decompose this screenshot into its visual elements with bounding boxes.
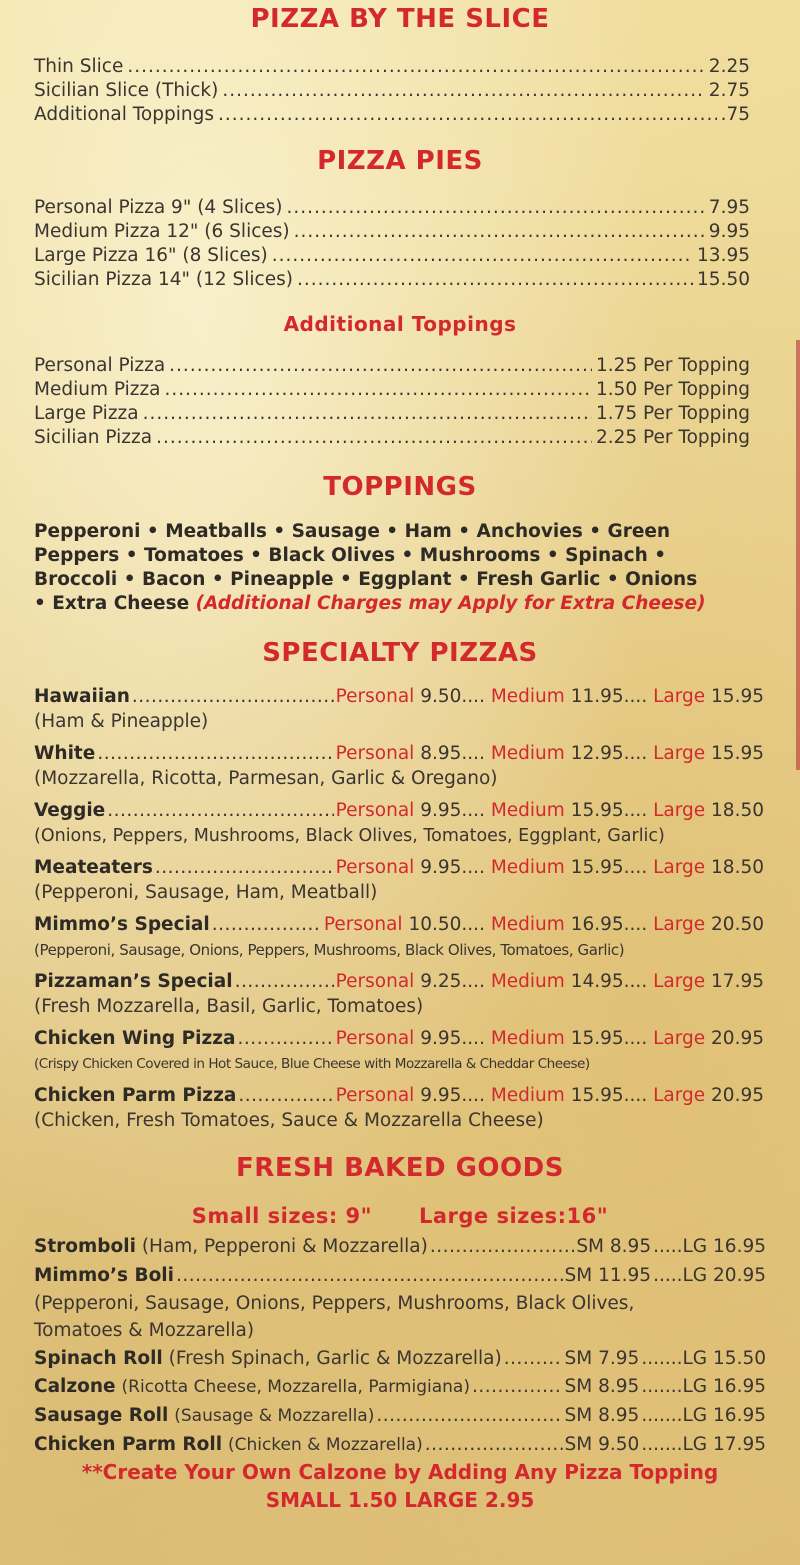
dot-leader: [218, 104, 717, 125]
lg-price: LG 16.95: [682, 1376, 766, 1397]
item-name: Spinach Roll: [34, 1348, 163, 1369]
item-name: Large Pizza: [34, 403, 139, 424]
sm-price: SM 11.95: [564, 1265, 652, 1286]
specialty-item-veggie: [34, 800, 764, 848]
item-prices: Personal 9.50.... Medium 11.95.... Large 15.95: [335, 686, 764, 707]
item-prices: Personal 9.25.... Medium 14.95.... Large 17.95: [335, 971, 764, 992]
item-name: Sicilian Slice (Thick): [34, 80, 219, 101]
item-name: Mimmo’s Special: [34, 914, 210, 935]
medium-label: Medium: [490, 800, 565, 821]
item-name: Additional Toppings: [34, 104, 214, 125]
item-name: Large Pizza 16" (8 Slices): [34, 245, 268, 266]
large-label: Large: [653, 971, 706, 992]
menu-item-additional-toppings: [34, 104, 750, 128]
menu-item-sicilian-slice: [34, 80, 750, 104]
item-name: White: [34, 743, 96, 764]
item-price: 1.25 Per Topping: [595, 355, 750, 376]
large-label: Large: [653, 1028, 706, 1049]
item-name: Meateaters: [34, 857, 153, 878]
medium-price: 11.95: [570, 686, 624, 707]
item-prices: Personal 9.95.... Medium 15.95.... Large 20.95: [335, 1028, 764, 1049]
pies-title: PIZZA PIES: [317, 146, 483, 176]
item-description: (Sausage & Mozzarella): [174, 1406, 375, 1426]
lg-price: LG 16.95: [682, 1236, 766, 1257]
sm-price: SM 8.95: [564, 1376, 640, 1397]
toppings-line: Peppers • Tomatoes • Black Olives • Mushrooms • Spinach •: [34, 545, 667, 566]
baked-item-spinach-roll: Spinach Roll (Fresh Spinach, Garlic & Mozzarella) ..... SM 7.95 ....... LG 15.50: [34, 1348, 766, 1374]
item-name: Medium Pizza: [34, 379, 161, 400]
sm-price: SM 8.95: [564, 1405, 640, 1426]
medium-label: Medium: [490, 857, 565, 878]
large-price: 20.50: [711, 914, 764, 935]
personal-price: 10.50: [408, 914, 462, 935]
item-prices: Personal 8.95.... Medium 12.95.... Large 15.95: [335, 743, 764, 764]
item-name: Sausage Roll: [34, 1405, 169, 1426]
baked-item-sausage-roll: Sausage Roll (Sausage & Mozzarella) ..... SM 8.95 ....... LG 16.95: [34, 1405, 766, 1431]
specialty-item-pizzamans-special: [34, 971, 764, 1019]
toppings-list: [34, 520, 758, 616]
item-name: Chicken Parm Roll: [34, 1434, 223, 1455]
baked-item-mimmos-boli: Mimmo’s Boli ..... SM 11.95 ..... LG 20.95: [34, 1265, 766, 1291]
calzone-note: **Create Your Own Calzone by Adding Any Pizza Topping: [81, 1460, 719, 1484]
dot-leader: [156, 427, 592, 448]
item-name: Sicilian Pizza 14" (12 Slices): [34, 269, 293, 290]
medium-label: Medium: [490, 1028, 565, 1049]
personal-price: 9.95: [420, 1028, 462, 1049]
item-prices: Personal 10.50.... Medium 16.95.... Large 20.50: [323, 914, 764, 935]
medium-price: 16.95: [570, 914, 624, 935]
item-price: 2.75: [708, 80, 750, 101]
large-price: 20.95: [711, 1085, 764, 1106]
dot-leader: [222, 80, 704, 101]
medium-price: 15.95: [570, 1085, 624, 1106]
dot-leader: [212, 914, 322, 935]
sm-price: SM 9.50: [564, 1434, 640, 1455]
dot-leader: [143, 403, 592, 424]
item-name: Personal Pizza: [34, 355, 166, 376]
menu-item-large-pizza: [34, 245, 750, 269]
item-name: Stromboli: [34, 1236, 136, 1257]
personal-price: 8.95: [420, 743, 462, 764]
medium-label: Medium: [490, 743, 565, 764]
specialty-item-mimmos-special: [34, 914, 764, 962]
personal-label: Personal: [335, 1085, 415, 1106]
medium-label: Medium: [490, 971, 565, 992]
item-name: Mimmo’s Boli: [34, 1265, 174, 1286]
item-description: (Ham & Pineapple): [34, 711, 209, 732]
baked-sizes: [0, 1204, 800, 1228]
large-label: Large: [653, 743, 706, 764]
dot-leader: [107, 800, 333, 821]
large-label: Large: [653, 686, 706, 707]
lg-price: LG 20.95: [682, 1265, 766, 1286]
item-description: (Pepperoni, Sausage, Onions, Peppers, Mushrooms, Black Olives, Tomatoes, Garlic): [34, 941, 625, 959]
medium-price: 15.95: [570, 1028, 624, 1049]
item-price: 13.95: [697, 245, 750, 266]
large-label: Large: [653, 800, 706, 821]
dot-leader: [376, 1405, 562, 1426]
item-description: (Ham, Pepperoni & Mozzarella): [141, 1236, 428, 1257]
medium-label: Medium: [490, 1085, 565, 1106]
item-name: Chicken Wing Pizza: [34, 1028, 236, 1049]
large-price: 20.95: [711, 1028, 764, 1049]
toppings-line-last: [34, 592, 758, 616]
menu-item-medium-pizza: [34, 221, 750, 245]
item-prices: Personal 9.95.... Medium 15.95.... Large 18.50: [335, 857, 764, 878]
item-description: (Onions, Peppers, Mushrooms, Black Olives, Tomatoes, Eggplant, Garlic): [34, 826, 665, 846]
personal-label: Personal: [335, 686, 415, 707]
personal-label: Personal: [335, 800, 415, 821]
item-name: Personal Pizza 9" (4 Slices): [34, 197, 283, 218]
dot-leader: [238, 1085, 333, 1106]
dot-leader: [176, 1265, 563, 1286]
dot-leader: [97, 743, 333, 764]
dot-leader: [425, 1434, 563, 1455]
toppings-line: Broccoli • Bacon • Pineapple • Eggplant • Fresh Garlic • Onions: [34, 569, 698, 590]
topping-price-large: [34, 403, 750, 427]
menu-item-sicilian-pizza: [34, 269, 750, 293]
boli-description-1: (Pepperoni, Sausage, Onions, Peppers, Mushrooms, Black Olives,: [34, 1293, 635, 1314]
specialty-item-meateaters: [34, 857, 764, 905]
item-price: 2.25: [708, 56, 750, 77]
large-label: Large: [653, 857, 706, 878]
extra-cheese-note: (Additional Charges may Apply for Extra Cheese): [195, 593, 706, 614]
item-name: Chicken Parm Pizza: [34, 1085, 237, 1106]
edge-stripe: [796, 340, 800, 770]
item-description: (Fresh Mozzarella, Basil, Garlic, Tomatoes): [34, 996, 424, 1017]
item-price: 7.95: [708, 197, 750, 218]
personal-label: Personal: [335, 1028, 415, 1049]
medium-label: Medium: [490, 914, 565, 935]
specialty-item-chicken-wing: [34, 1028, 764, 1076]
dot-leader: [127, 56, 704, 77]
personal-label: Personal: [335, 857, 415, 878]
medium-price: 15.95: [570, 857, 624, 878]
item-price: 2.25 Per Topping: [595, 427, 750, 448]
item-name: Sicilian Pizza: [34, 427, 153, 448]
slice-title: PIZZA BY THE SLICE: [250, 4, 550, 34]
lg-price: LG 16.95: [682, 1405, 766, 1426]
medium-price: 14.95: [570, 971, 624, 992]
specialty-item-white: [34, 743, 764, 791]
dot-leader: [238, 1028, 334, 1049]
item-description: (Mozzarella, Ricotta, Parmesan, Garlic & Oregano): [34, 768, 498, 789]
item-price: 9.95: [708, 221, 750, 242]
baked-item-stromboli: Stromboli (Ham, Pepperoni & Mozzarella) ..... SM 8.95 ..... LG 16.95: [34, 1236, 766, 1262]
specialty-item-hawaiian: [34, 686, 764, 734]
item-description: (Ricotta Cheese, Mozzarella, Parmigiana): [121, 1377, 470, 1397]
toppings-title: TOPPINGS: [323, 472, 477, 502]
dot-leader: [132, 686, 334, 707]
large-price: 15.95: [711, 743, 764, 764]
item-prices: Personal 9.95.... Medium 15.95.... Large 18.50: [335, 800, 764, 821]
personal-price: 9.95: [420, 857, 462, 878]
item-name: Calzone: [34, 1376, 116, 1397]
item-description: (Chicken, Fresh Tomatoes, Sauce & Mozzarella Cheese): [34, 1110, 544, 1131]
toppings-line: • Extra Cheese: [34, 593, 190, 614]
large-sizes: Large sizes:16": [418, 1204, 609, 1228]
lg-price: LG 15.50: [682, 1348, 766, 1369]
item-price: 1.50 Per Topping: [595, 379, 750, 400]
toppings-line: Pepperoni • Meatballs • Sausage • Ham • Anchovies • Green: [34, 521, 671, 542]
personal-label: Personal: [335, 971, 415, 992]
additional-title: Additional Toppings: [283, 312, 517, 336]
personal-price: 9.25: [420, 971, 462, 992]
dot-leader: [294, 221, 705, 242]
specialty-item-chicken-parm: [34, 1085, 764, 1133]
item-name: Hawaiian: [34, 686, 130, 707]
item-name: Veggie: [34, 800, 106, 821]
topping-price-personal: [34, 355, 750, 379]
dot-leader: [287, 197, 705, 218]
large-price: 18.50: [711, 800, 764, 821]
large-price: 18.50: [711, 857, 764, 878]
calzone-topping-prices: SMALL 1.50 LARGE 2.95: [265, 1488, 535, 1512]
item-prices: Personal 9.95.... Medium 15.95.... Large 20.95: [335, 1085, 764, 1106]
personal-label: Personal: [335, 743, 415, 764]
item-description: (Chicken & Mozzarella): [227, 1435, 423, 1455]
baked-item-chicken-parm-roll: Chicken Parm Roll (Chicken & Mozzarella) ..... SM 9.50 ....... LG 17.95: [34, 1434, 766, 1460]
item-price: 1.75 Per Topping: [595, 403, 750, 424]
medium-price: 12.95: [570, 743, 624, 764]
dot-leader: [235, 971, 334, 992]
item-name: Medium Pizza 12" (6 Slices): [34, 221, 290, 242]
medium-label: Medium: [490, 686, 565, 707]
small-sizes: Small sizes: 9": [191, 1204, 373, 1228]
medium-price: 15.95: [570, 800, 624, 821]
item-description: (Fresh Spinach, Garlic & Mozzarella): [168, 1348, 502, 1369]
personal-price: 9.95: [420, 800, 462, 821]
dot-leader: [165, 379, 592, 400]
dot-leader: [272, 245, 693, 266]
dot-leader: [155, 857, 334, 878]
baked-item-calzone: Calzone (Ricotta Cheese, Mozzarella, Parmigiana) ..... SM 8.95 ....... LG 16.95: [34, 1376, 766, 1402]
personal-price: 9.95: [420, 1085, 462, 1106]
personal-label: Personal: [323, 914, 403, 935]
boli-description-2: Tomatoes & Mozzarella): [34, 1320, 255, 1341]
dot-leader: [504, 1348, 563, 1369]
topping-price-medium: [34, 379, 750, 403]
item-name: Pizzaman’s Special: [34, 971, 233, 992]
item-description: (Crispy Chicken Covered in Hot Sauce, Blue Cheese with Mozzarella & Cheddar Cheese): [34, 1056, 590, 1072]
topping-price-sicilian: [34, 427, 750, 451]
item-description: (Pepperoni, Sausage, Ham, Meatball): [34, 882, 378, 903]
personal-price: 9.50: [420, 686, 462, 707]
sm-price: SM 7.95: [564, 1348, 640, 1369]
specialty-title: SPECIALTY PIZZAS: [262, 638, 538, 668]
lg-price: LG 17.95: [682, 1434, 766, 1455]
large-price: 17.95: [711, 971, 764, 992]
item-price: .75: [720, 104, 750, 125]
large-label: Large: [653, 914, 706, 935]
item-name: Thin Slice: [34, 56, 124, 77]
dot-leader: [297, 269, 693, 290]
dot-leader: [169, 355, 592, 376]
menu-item-thin-slice: [34, 56, 750, 80]
large-price: 15.95: [711, 686, 764, 707]
dot-leader: [430, 1236, 574, 1257]
menu-item-personal-pizza: [34, 197, 750, 221]
large-label: Large: [653, 1085, 706, 1106]
item-price: 15.50: [697, 269, 750, 290]
sm-price: SM 8.95: [576, 1236, 652, 1257]
baked-title: FRESH BAKED GOODS: [236, 1153, 564, 1183]
dot-leader: [472, 1376, 563, 1397]
